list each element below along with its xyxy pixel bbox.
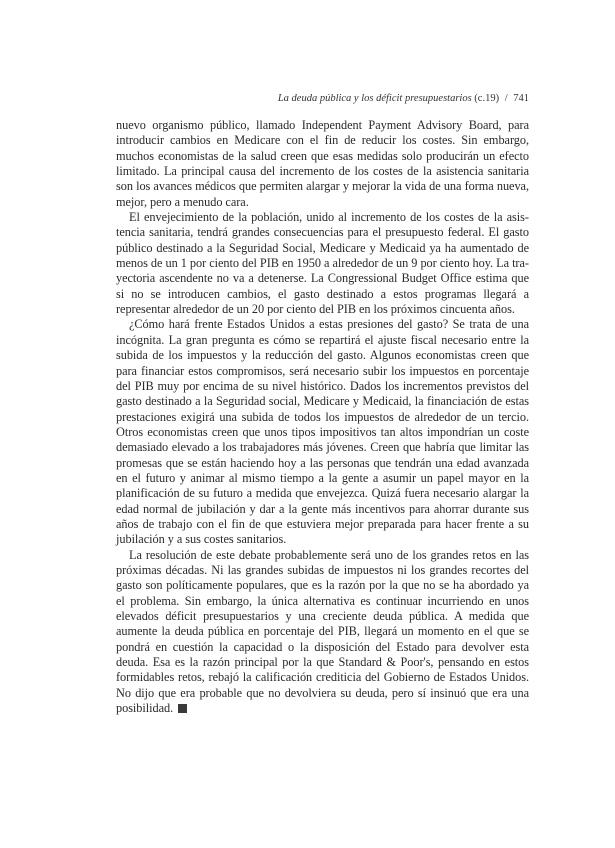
running-head-chapter: (c.19) (474, 93, 500, 104)
page-number: 741 (513, 93, 529, 104)
running-head-separator: / (504, 93, 508, 104)
paragraph-4-text: La resolución de este debate probablemente será uno de los grandes retos en las próximas décadas. Ni las grandes subidas de impuestos ni los grandes recortes del gasto son políticamente populares, que es la razón por la que no se ha abordado ya el problema. Sin embargo, la única alternativa es continuar incurriendo en unos elevados déficit presupuestarios y una creciente deuda pública. A medida que aumente la deuda pública en porcentaje del PIB, llegará un momento en el que se pondrá en cuestión la capacidad o la disposición del Estado para devolver esta deuda. Esa es la razón principal por la que Standard & Poor's, pensando en estos formidables retos, rebajó la calificación crediticia del Gobierno de Estados Unidos. No dijo que era probable que no devolviera su deuda, pero sí insinuó que era una posibilidad. (116, 547, 529, 716)
paragraph-1: nuevo organismo público, llamado Independent Payment Advisory Board, para introducir cambios en Medicare con el fin de reducir los costes. Sin embargo, muchos economistas de la salud creen que esas medidas solo producirán un efecto limitado. La principal causa del incremento de los costes de la asistencia sanitaria son los avances médicos que permiten alargar y mejorar la vida de una forma nueva, mejor, pero a menudo cara. (116, 118, 529, 209)
end-of-section-square-icon (178, 704, 187, 713)
running-head-title: La deuda pública y los déficit presupuestarios (277, 93, 472, 104)
paragraph-4 (116, 548, 529, 717)
paragraph-3: ¿Cómo hará frente Estados Unidos a estas presiones del gasto? Se trata de una incógnita. La gran pregunta es cómo se repartirá el ajuste fiscal necesario entre la subida de los impuestos y la reducción del gasto. Algunos economistas creen que para financiar estos compromisos, será necesario subir los impuestos en porcentaje del PIB muy por encima de su nivel histórico. Dados los incrementos previstos del gasto destinado a la Seguridad social, Medicare y Medicaid, la financiación de estas prestaciones exigirá una subida de todos los impuestos de alrededor de un tercio. Otros economistas creen que unos tipos impositivos tan altos impondrían un coste demasiado elevado a los trabajadores más jóvenes. Creen que habría que limitar las promesas que se están haciendo hoy a las personas que tendrán una edad avanzada en el futuro y animar al mismo tiempo a la gente a asumir un papel mayor en la planificación de su futuro a medida que envejezca. Quizá fuera necesario alargar la edad normal de jubilación y dar a la gente más incentivos para ahorrar durante sus años de trabajo con el fin de que estuviera mejor preparada para hacer frente a su jubilación y a sus costes sanitarios. (116, 317, 529, 547)
body-text (116, 118, 529, 716)
running-head (116, 92, 529, 106)
paragraph-2: El envejecimiento de la población, unido al incremento de los costes de la asistencia sanitaria, tendrá grandes consecuencias para el presupuesto federal. El gasto público destinado a la Seguridad Social, Medicare y Medicaid ya ha aumentado de menos de un 1 por ciento del PIB en 1950 a alrededor de un 9 por ciento hoy. La trayectoria ascendente no va a detenerse. La Congressional Budget Office estima que si no se introducen cambios, el gasto destinado a estos programas llegará a representar alrededor de un 20 por ciento del PIB en los próximos cincuenta años. (116, 210, 529, 317)
